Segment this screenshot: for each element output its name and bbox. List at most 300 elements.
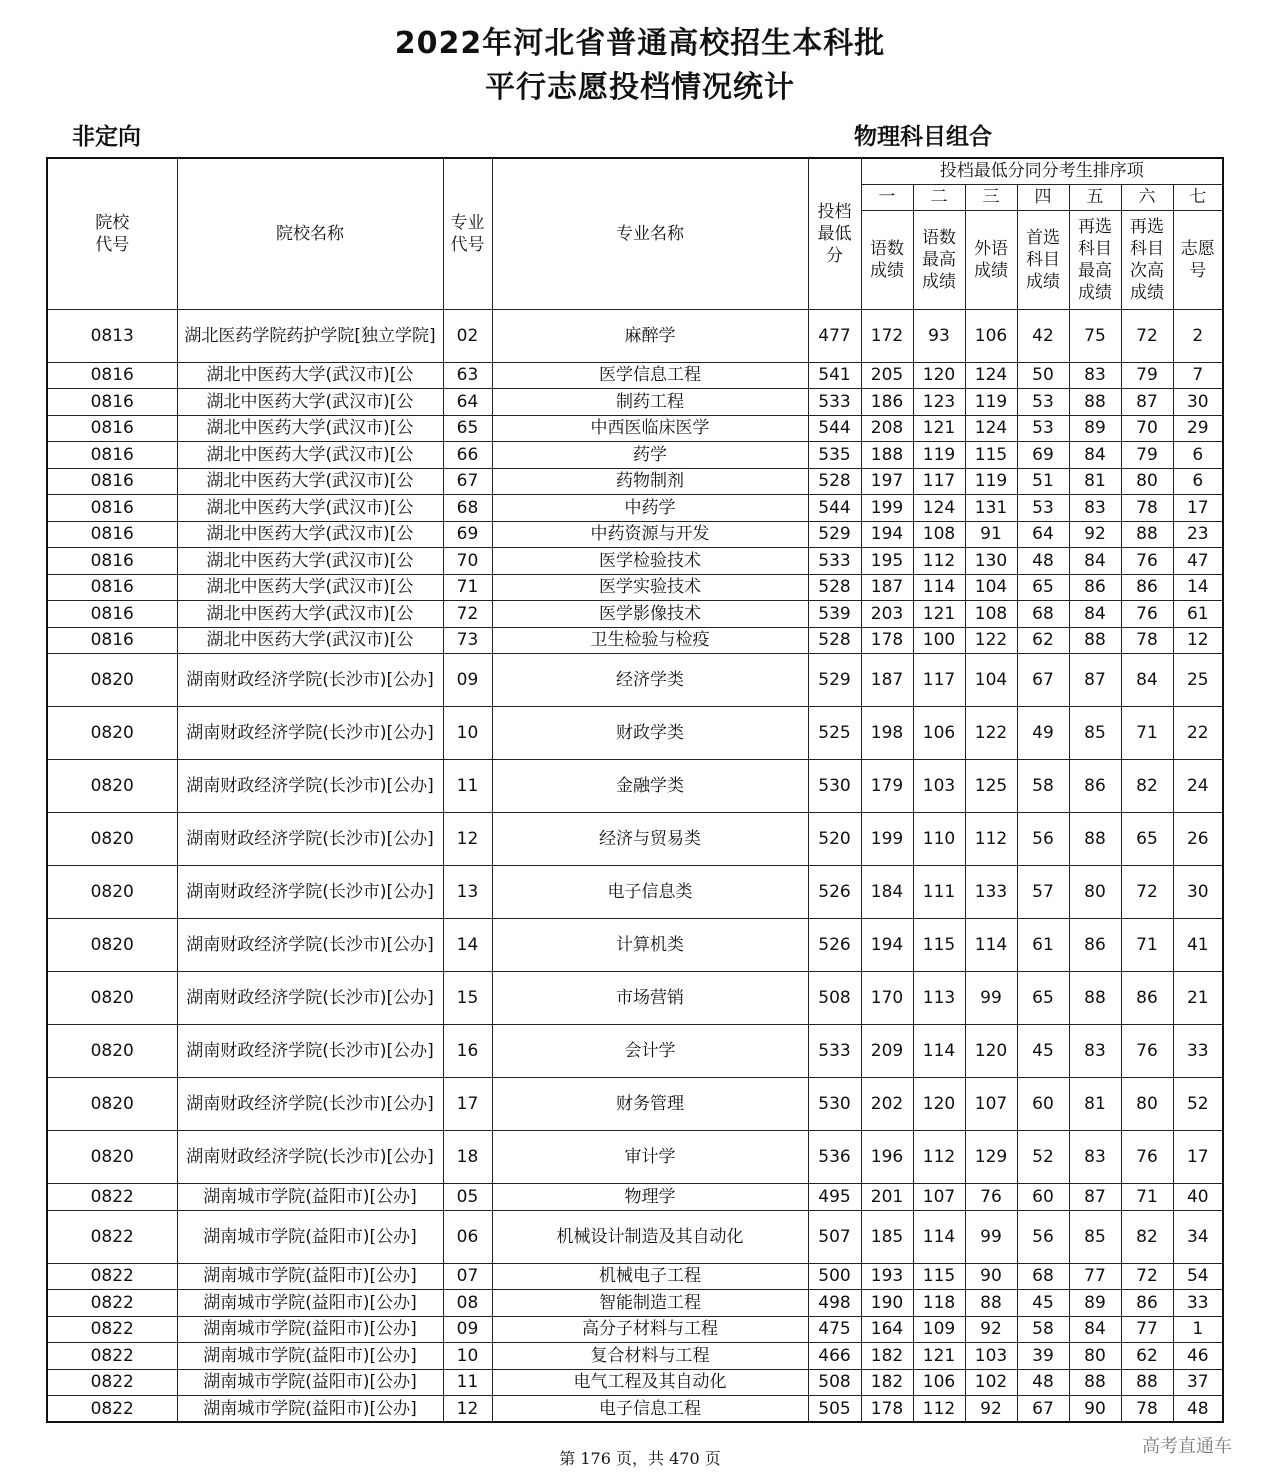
cell-major-name: 经济学类 xyxy=(492,654,808,707)
cell-rank-7: 22 xyxy=(1173,707,1223,760)
cell-major-name: 卫生检验与检疫 xyxy=(492,627,808,654)
cell-rank-6: 76 xyxy=(1121,1131,1173,1184)
cell-rank-7: 29 xyxy=(1173,415,1223,442)
cell-min-score: 530 xyxy=(808,760,861,813)
header-rank-item: 外语 成绩 xyxy=(965,210,1017,309)
cell-rank-5: 83 xyxy=(1069,1025,1121,1078)
cell-min-score: 539 xyxy=(808,601,861,628)
cell-rank-4: 60 xyxy=(1017,1184,1069,1211)
cell-rank-2: 113 xyxy=(913,972,965,1025)
cell-major-name: 药学 xyxy=(492,442,808,469)
header-min-score: 投档 最低 分 xyxy=(808,158,861,309)
cell-rank-6: 72 xyxy=(1121,1263,1173,1290)
cell-school-name: 湖南城市学院(益阳市)[公办] xyxy=(177,1210,443,1263)
cell-rank-2: 93 xyxy=(913,309,965,362)
cell-rank-4: 56 xyxy=(1017,1210,1069,1263)
cell-rank-4: 48 xyxy=(1017,548,1069,575)
cell-rank-4: 65 xyxy=(1017,574,1069,601)
cell-major-code: 71 xyxy=(443,574,492,601)
cell-rank-6: 71 xyxy=(1121,707,1173,760)
cell-rank-6: 72 xyxy=(1121,309,1173,362)
cell-min-score: 505 xyxy=(808,1396,861,1423)
cell-rank-3: 129 xyxy=(965,1131,1017,1184)
header-rank-number: 二 xyxy=(913,184,965,210)
cell-major-name: 物理学 xyxy=(492,1184,808,1211)
cell-school-code: 0816 xyxy=(47,442,177,469)
cell-rank-7: 47 xyxy=(1173,548,1223,575)
cell-rank-6: 78 xyxy=(1121,495,1173,522)
cell-rank-6: 71 xyxy=(1121,919,1173,972)
cell-major-name: 药物制剂 xyxy=(492,468,808,495)
cell-rank-6: 80 xyxy=(1121,468,1173,495)
cell-rank-3: 107 xyxy=(965,1078,1017,1131)
cell-school-code: 0820 xyxy=(47,1131,177,1184)
cell-rank-2: 118 xyxy=(913,1290,965,1317)
cell-min-score: 508 xyxy=(808,972,861,1025)
cell-rank-2: 112 xyxy=(913,1131,965,1184)
cell-major-name: 中西医临床医学 xyxy=(492,415,808,442)
cell-school-name: 湖南城市学院(益阳市)[公办] xyxy=(177,1316,443,1343)
cell-rank-7: 26 xyxy=(1173,813,1223,866)
cell-major-code: 07 xyxy=(443,1263,492,1290)
cell-rank-7: 14 xyxy=(1173,574,1223,601)
cell-rank-2: 112 xyxy=(913,548,965,575)
table-row xyxy=(47,548,1223,575)
cell-rank-4: 67 xyxy=(1017,654,1069,707)
cell-rank-4: 45 xyxy=(1017,1290,1069,1317)
cell-major-name: 电气工程及其自动化 xyxy=(492,1369,808,1396)
page-footer: 第 176 页，共 470 页 xyxy=(559,1449,721,1468)
cell-school-name: 湖北中医药大学(武汉市)[公 xyxy=(177,627,443,654)
header-rank-number: 四 xyxy=(1017,184,1069,210)
cell-major-code: 09 xyxy=(443,1316,492,1343)
watermark: 高考直通车 xyxy=(1142,1436,1232,1457)
cell-major-code: 14 xyxy=(443,919,492,972)
cell-major-name: 电子信息工程 xyxy=(492,1396,808,1423)
cell-major-name: 制药工程 xyxy=(492,389,808,416)
cell-rank-3: 119 xyxy=(965,468,1017,495)
cell-rank-5: 88 xyxy=(1069,972,1121,1025)
cell-rank-3: 130 xyxy=(965,548,1017,575)
cell-rank-2: 109 xyxy=(913,1316,965,1343)
cell-school-code: 0816 xyxy=(47,627,177,654)
table-row xyxy=(47,972,1223,1025)
cell-major-code: 70 xyxy=(443,548,492,575)
cell-rank-7: 33 xyxy=(1173,1290,1223,1317)
cell-rank-3: 104 xyxy=(965,574,1017,601)
cell-rank-1: 182 xyxy=(861,1369,913,1396)
cell-rank-5: 86 xyxy=(1069,760,1121,813)
cell-min-score: 507 xyxy=(808,1210,861,1263)
cell-school-name: 湖南城市学院(益阳市)[公办] xyxy=(177,1369,443,1396)
cell-rank-3: 102 xyxy=(965,1369,1017,1396)
cell-rank-7: 41 xyxy=(1173,919,1223,972)
table-row xyxy=(47,1025,1223,1078)
cell-min-score: 498 xyxy=(808,1290,861,1317)
cell-rank-2: 112 xyxy=(913,1396,965,1423)
cell-major-code: 73 xyxy=(443,627,492,654)
table-row xyxy=(47,1131,1223,1184)
cell-rank-5: 89 xyxy=(1069,415,1121,442)
cell-rank-4: 67 xyxy=(1017,1396,1069,1423)
cell-rank-1: 178 xyxy=(861,627,913,654)
cell-rank-5: 85 xyxy=(1069,1210,1121,1263)
cell-rank-7: 40 xyxy=(1173,1184,1223,1211)
cell-rank-7: 30 xyxy=(1173,389,1223,416)
cell-rank-3: 119 xyxy=(965,389,1017,416)
cell-school-code: 0822 xyxy=(47,1290,177,1317)
cell-rank-4: 53 xyxy=(1017,495,1069,522)
cell-rank-7: 52 xyxy=(1173,1078,1223,1131)
cell-school-code: 0816 xyxy=(47,574,177,601)
cell-school-code: 0816 xyxy=(47,548,177,575)
table-row xyxy=(47,1369,1223,1396)
cell-rank-7: 17 xyxy=(1173,495,1223,522)
cell-rank-3: 124 xyxy=(965,415,1017,442)
table-row xyxy=(47,601,1223,628)
cell-rank-2: 110 xyxy=(913,813,965,866)
cell-major-name: 高分子材料与工程 xyxy=(492,1316,808,1343)
cell-rank-6: 77 xyxy=(1121,1316,1173,1343)
cell-rank-5: 84 xyxy=(1069,442,1121,469)
cell-rank-3: 104 xyxy=(965,654,1017,707)
cell-major-name: 中药学 xyxy=(492,495,808,522)
cell-rank-1: 184 xyxy=(861,866,913,919)
cell-min-score: 536 xyxy=(808,1131,861,1184)
table-row xyxy=(47,866,1223,919)
cell-rank-6: 78 xyxy=(1121,627,1173,654)
cell-major-name: 计算机类 xyxy=(492,919,808,972)
cell-rank-5: 88 xyxy=(1069,627,1121,654)
cell-school-code: 0820 xyxy=(47,1078,177,1131)
cell-rank-7: 21 xyxy=(1173,972,1223,1025)
cell-rank-4: 53 xyxy=(1017,415,1069,442)
header-ranking-group: 投档最低分同分考生排序项 xyxy=(861,158,1223,184)
cell-rank-7: 6 xyxy=(1173,468,1223,495)
table-body xyxy=(47,309,1223,1422)
cell-major-name: 机械电子工程 xyxy=(492,1263,808,1290)
cell-min-score: 526 xyxy=(808,866,861,919)
cell-rank-1: 195 xyxy=(861,548,913,575)
cell-rank-3: 122 xyxy=(965,707,1017,760)
header-rank-number: 一 xyxy=(861,184,913,210)
cell-rank-7: 48 xyxy=(1173,1396,1223,1423)
cell-major-name: 财政学类 xyxy=(492,707,808,760)
cell-rank-2: 120 xyxy=(913,1078,965,1131)
cell-major-code: 67 xyxy=(443,468,492,495)
cell-rank-3: 120 xyxy=(965,1025,1017,1078)
cell-min-score: 466 xyxy=(808,1343,861,1370)
cell-rank-2: 111 xyxy=(913,866,965,919)
cell-school-code: 0822 xyxy=(47,1263,177,1290)
cell-major-name: 财务管理 xyxy=(492,1078,808,1131)
cell-rank-3: 108 xyxy=(965,601,1017,628)
cell-school-name: 湖南城市学院(益阳市)[公办] xyxy=(177,1263,443,1290)
table-row xyxy=(47,1343,1223,1370)
cell-rank-3: 122 xyxy=(965,627,1017,654)
header-rank-item: 再选 科目 最高 成绩 xyxy=(1069,210,1121,309)
cell-school-name: 湖南财政经济学院(长沙市)[公办] xyxy=(177,813,443,866)
cell-min-score: 541 xyxy=(808,362,861,389)
cell-rank-5: 80 xyxy=(1069,866,1121,919)
cell-rank-2: 121 xyxy=(913,1343,965,1370)
cell-major-code: 12 xyxy=(443,1396,492,1423)
table-row xyxy=(47,362,1223,389)
cell-min-score: 544 xyxy=(808,495,861,522)
cell-school-name: 湖南财政经济学院(长沙市)[公办] xyxy=(177,866,443,919)
cell-school-code: 0820 xyxy=(47,813,177,866)
cell-major-name: 智能制造工程 xyxy=(492,1290,808,1317)
table-row xyxy=(47,813,1223,866)
cell-rank-2: 115 xyxy=(913,1263,965,1290)
cell-min-score: 520 xyxy=(808,813,861,866)
cell-major-code: 02 xyxy=(443,309,492,362)
cell-rank-2: 124 xyxy=(913,495,965,522)
table-row xyxy=(47,1078,1223,1131)
cell-rank-4: 53 xyxy=(1017,389,1069,416)
cell-rank-4: 50 xyxy=(1017,362,1069,389)
subject-group-label: 物理科目组合 xyxy=(854,124,992,150)
cell-school-code: 0816 xyxy=(47,495,177,522)
cell-rank-5: 75 xyxy=(1069,309,1121,362)
cell-school-name: 湖南财政经济学院(长沙市)[公办] xyxy=(177,760,443,813)
header-rank-number: 五 xyxy=(1069,184,1121,210)
cell-rank-3: 133 xyxy=(965,866,1017,919)
cell-rank-7: 61 xyxy=(1173,601,1223,628)
cell-major-name: 中药资源与开发 xyxy=(492,521,808,548)
cell-major-code: 05 xyxy=(443,1184,492,1211)
header-rank-item: 语数 最高 成绩 xyxy=(913,210,965,309)
cell-rank-1: 205 xyxy=(861,362,913,389)
cell-rank-7: 12 xyxy=(1173,627,1223,654)
cell-school-code: 0816 xyxy=(47,468,177,495)
cell-rank-1: 203 xyxy=(861,601,913,628)
cell-rank-6: 65 xyxy=(1121,813,1173,866)
cell-rank-3: 91 xyxy=(965,521,1017,548)
cell-rank-4: 48 xyxy=(1017,1369,1069,1396)
cell-rank-1: 201 xyxy=(861,1184,913,1211)
cell-min-score: 528 xyxy=(808,574,861,601)
cell-rank-1: 202 xyxy=(861,1078,913,1131)
cell-rank-5: 83 xyxy=(1069,1131,1121,1184)
cell-rank-7: 54 xyxy=(1173,1263,1223,1290)
cell-rank-4: 45 xyxy=(1017,1025,1069,1078)
header-rank-item: 语数 成绩 xyxy=(861,210,913,309)
cell-school-code: 0820 xyxy=(47,919,177,972)
cell-rank-5: 89 xyxy=(1069,1290,1121,1317)
cell-rank-7: 17 xyxy=(1173,1131,1223,1184)
cell-min-score: 477 xyxy=(808,309,861,362)
cell-rank-7: 23 xyxy=(1173,521,1223,548)
cell-rank-7: 2 xyxy=(1173,309,1223,362)
cell-major-name: 会计学 xyxy=(492,1025,808,1078)
cell-major-code: 17 xyxy=(443,1078,492,1131)
cell-school-code: 0816 xyxy=(47,389,177,416)
cell-major-code: 64 xyxy=(443,389,492,416)
cell-rank-3: 99 xyxy=(965,1210,1017,1263)
cell-rank-5: 80 xyxy=(1069,1343,1121,1370)
cell-school-code: 0820 xyxy=(47,972,177,1025)
cell-rank-6: 84 xyxy=(1121,654,1173,707)
header-rank-number: 六 xyxy=(1121,184,1173,210)
cell-rank-6: 78 xyxy=(1121,1396,1173,1423)
cell-rank-3: 114 xyxy=(965,919,1017,972)
table-row xyxy=(47,495,1223,522)
cell-rank-7: 33 xyxy=(1173,1025,1223,1078)
cell-rank-6: 76 xyxy=(1121,601,1173,628)
admission-table xyxy=(46,157,1224,1423)
cell-rank-2: 120 xyxy=(913,362,965,389)
cell-major-code: 11 xyxy=(443,1369,492,1396)
cell-rank-2: 121 xyxy=(913,601,965,628)
cell-major-name: 机械设计制造及其自动化 xyxy=(492,1210,808,1263)
cell-rank-1: 185 xyxy=(861,1210,913,1263)
cell-rank-1: 187 xyxy=(861,574,913,601)
cell-rank-3: 112 xyxy=(965,813,1017,866)
cell-school-name: 湖南财政经济学院(长沙市)[公办] xyxy=(177,1131,443,1184)
cell-rank-5: 88 xyxy=(1069,1369,1121,1396)
cell-rank-6: 87 xyxy=(1121,389,1173,416)
cell-major-name: 医学信息工程 xyxy=(492,362,808,389)
cell-rank-1: 199 xyxy=(861,495,913,522)
cell-major-code: 63 xyxy=(443,362,492,389)
cell-rank-2: 123 xyxy=(913,389,965,416)
table-row xyxy=(47,468,1223,495)
page-title-line1: 2022年河北省普通高校招生本科批 xyxy=(394,26,886,61)
cell-rank-1: 186 xyxy=(861,389,913,416)
cell-rank-1: 164 xyxy=(861,1316,913,1343)
cell-rank-5: 92 xyxy=(1069,521,1121,548)
cell-min-score: 528 xyxy=(808,468,861,495)
cell-rank-5: 88 xyxy=(1069,813,1121,866)
table-row xyxy=(47,1263,1223,1290)
cell-rank-1: 187 xyxy=(861,654,913,707)
cell-rank-6: 71 xyxy=(1121,1184,1173,1211)
cell-rank-4: 65 xyxy=(1017,972,1069,1025)
cell-rank-1: 208 xyxy=(861,415,913,442)
cell-school-code: 0820 xyxy=(47,866,177,919)
cell-major-code: 65 xyxy=(443,415,492,442)
cell-major-code: 18 xyxy=(443,1131,492,1184)
cell-min-score: 544 xyxy=(808,415,861,442)
cell-rank-4: 52 xyxy=(1017,1131,1069,1184)
cell-rank-7: 6 xyxy=(1173,442,1223,469)
header-rank-item: 首选 科目 成绩 xyxy=(1017,210,1069,309)
cell-school-code: 0822 xyxy=(47,1210,177,1263)
cell-rank-6: 79 xyxy=(1121,442,1173,469)
cell-rank-5: 81 xyxy=(1069,1078,1121,1131)
cell-min-score: 529 xyxy=(808,654,861,707)
cell-rank-7: 37 xyxy=(1173,1369,1223,1396)
cell-rank-2: 115 xyxy=(913,919,965,972)
cell-rank-2: 114 xyxy=(913,1210,965,1263)
cell-rank-5: 88 xyxy=(1069,389,1121,416)
cell-rank-7: 34 xyxy=(1173,1210,1223,1263)
cell-school-name: 湖南城市学院(益阳市)[公办] xyxy=(177,1184,443,1211)
cell-rank-1: 190 xyxy=(861,1290,913,1317)
header-rank-item: 志愿 号 xyxy=(1173,210,1223,309)
cell-rank-4: 68 xyxy=(1017,1263,1069,1290)
cell-major-name: 电子信息类 xyxy=(492,866,808,919)
cell-rank-1: 194 xyxy=(861,521,913,548)
cell-rank-4: 58 xyxy=(1017,1316,1069,1343)
cell-rank-2: 108 xyxy=(913,521,965,548)
cell-rank-7: 46 xyxy=(1173,1343,1223,1370)
cell-school-name: 湖北中医药大学(武汉市)[公 xyxy=(177,548,443,575)
cell-rank-5: 83 xyxy=(1069,362,1121,389)
cell-school-name: 湖南财政经济学院(长沙市)[公办] xyxy=(177,707,443,760)
cell-major-name: 医学影像技术 xyxy=(492,601,808,628)
table-row xyxy=(47,415,1223,442)
table-row xyxy=(47,1396,1223,1423)
cell-school-name: 湖南财政经济学院(长沙市)[公办] xyxy=(177,1078,443,1131)
header-school-name: 院校名称 xyxy=(177,158,443,309)
cell-school-name: 湖北中医药大学(武汉市)[公 xyxy=(177,495,443,522)
cell-rank-2: 121 xyxy=(913,415,965,442)
cell-rank-2: 103 xyxy=(913,760,965,813)
cell-major-name: 金融学类 xyxy=(492,760,808,813)
cell-rank-2: 107 xyxy=(913,1184,965,1211)
cell-rank-2: 117 xyxy=(913,654,965,707)
cell-rank-5: 87 xyxy=(1069,1184,1121,1211)
cell-rank-1: 182 xyxy=(861,1343,913,1370)
cell-major-code: 66 xyxy=(443,442,492,469)
cell-rank-1: 188 xyxy=(861,442,913,469)
cell-min-score: 495 xyxy=(808,1184,861,1211)
cell-min-score: 528 xyxy=(808,627,861,654)
cell-school-code: 0822 xyxy=(47,1316,177,1343)
cell-rank-6: 72 xyxy=(1121,866,1173,919)
cell-rank-5: 84 xyxy=(1069,548,1121,575)
cell-rank-6: 62 xyxy=(1121,1343,1173,1370)
table-row xyxy=(47,654,1223,707)
cell-rank-2: 114 xyxy=(913,1025,965,1078)
cell-school-name: 湖北中医药大学(武汉市)[公 xyxy=(177,389,443,416)
cell-rank-4: 49 xyxy=(1017,707,1069,760)
cell-rank-1: 172 xyxy=(861,309,913,362)
table-row xyxy=(47,919,1223,972)
table-row xyxy=(47,389,1223,416)
cell-major-name: 医学检验技术 xyxy=(492,548,808,575)
category-label: 非定向 xyxy=(72,124,141,150)
cell-rank-3: 125 xyxy=(965,760,1017,813)
cell-school-code: 0822 xyxy=(47,1343,177,1370)
table-row xyxy=(47,521,1223,548)
cell-major-code: 68 xyxy=(443,495,492,522)
cell-min-score: 533 xyxy=(808,389,861,416)
cell-school-name: 湖北中医药大学(武汉市)[公 xyxy=(177,362,443,389)
cell-rank-7: 1 xyxy=(1173,1316,1223,1343)
table-row xyxy=(47,707,1223,760)
cell-rank-3: 131 xyxy=(965,495,1017,522)
cell-major-code: 10 xyxy=(443,1343,492,1370)
cell-rank-4: 39 xyxy=(1017,1343,1069,1370)
cell-rank-3: 103 xyxy=(965,1343,1017,1370)
cell-school-code: 0816 xyxy=(47,521,177,548)
cell-rank-4: 58 xyxy=(1017,760,1069,813)
header-rank-item: 再选 科目 次高 成绩 xyxy=(1121,210,1173,309)
cell-rank-4: 60 xyxy=(1017,1078,1069,1131)
cell-school-code: 0820 xyxy=(47,1025,177,1078)
cell-rank-1: 199 xyxy=(861,813,913,866)
table-row xyxy=(47,627,1223,654)
cell-school-name: 湖南城市学院(益阳市)[公办] xyxy=(177,1396,443,1423)
table-row xyxy=(47,760,1223,813)
table-row xyxy=(47,309,1223,362)
cell-rank-3: 76 xyxy=(965,1184,1017,1211)
cell-rank-2: 117 xyxy=(913,468,965,495)
cell-major-name: 市场营销 xyxy=(492,972,808,1025)
